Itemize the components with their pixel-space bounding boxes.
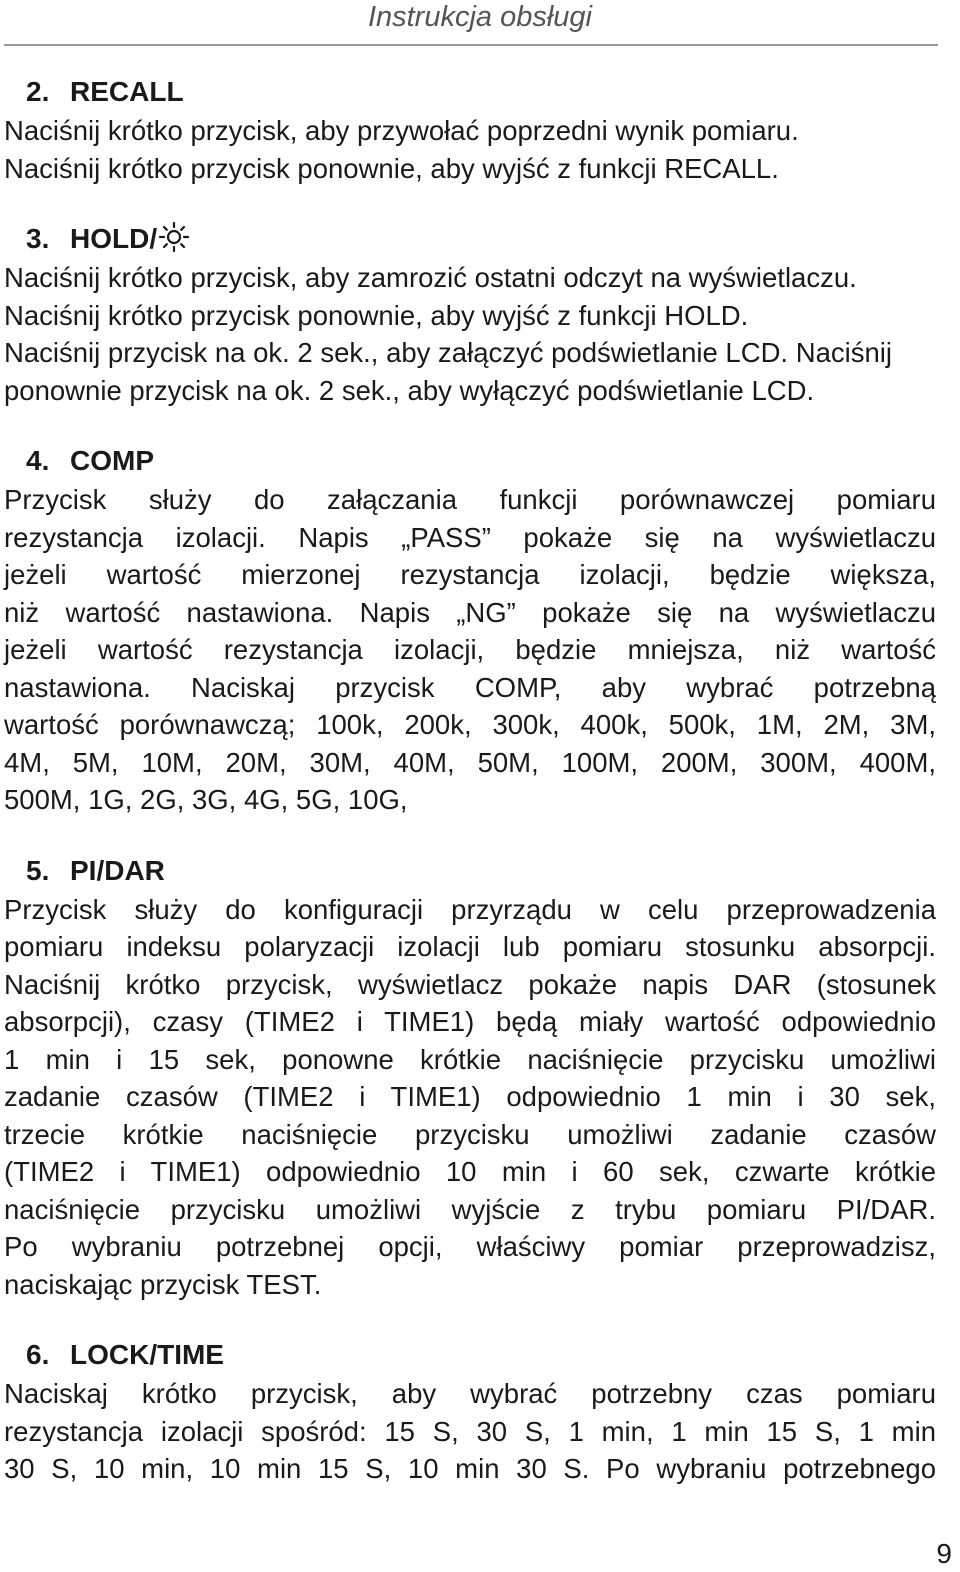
paragraph-line: absorpcji), czasy (TIME2 i TIME1) będą miały wartość odpowiednio: [4, 1006, 936, 1037]
page-header-title: Instrukcja obsługi: [367, 1, 592, 33]
paragraph-line: jeżeli wartość rezystancja izolacji, będzie mniejsza, niż wartość: [4, 634, 936, 665]
paragraph-line: Przycisk służy do konfiguracji przyrządu w celu przeprowadzenia: [4, 893, 936, 925]
section-number: 2.: [26, 76, 50, 107]
section-pi-dar: [4, 853, 936, 1304]
section-paragraph: [4, 259, 936, 409]
paragraph-line: pomiaru indeksu polaryzacji izolacji lub pomiaru stosunku absorpcji.: [4, 931, 936, 962]
paragraph-line: jeżeli wartość mierzonej rezystancja izolacji, będzie większa,: [4, 559, 936, 590]
paragraph-line: 1 min i 15 sek, ponowne krótkie naciśnięcie przycisku umożliwi: [4, 1043, 936, 1075]
page-number: 9: [936, 1538, 952, 1569]
section-heading: [4, 443, 936, 479]
section-title: RECALL: [70, 76, 184, 107]
section-paragraph: [4, 481, 936, 819]
paragraph-line: nastawiona. Naciskaj przycisk COMP, aby wybrać potrzebną: [4, 671, 936, 703]
paragraph-line: wartość porównawczą; 100k, 200k, 300k, 400k, 500k, 1M, 2M, 3M,: [4, 709, 936, 740]
section-title: HOLD/: [70, 223, 158, 254]
paragraph-line: naciśnięcie przycisku umożliwi wyjście z trybu pomiaru PI/DAR.: [4, 1193, 936, 1225]
header-divider: [4, 44, 938, 46]
backlight-sun-icon: [159, 222, 189, 261]
paragraph-line: 30 S, 10 min, 10 min 15 S, 10 min 30 S. Po wybraniu potrzebnego: [4, 1453, 936, 1484]
paragraph-line: Naciśnij krótko przycisk, aby przywołać poprzedni wynik pomiaru.: [4, 115, 799, 146]
paragraph-line: Naciskaj krótko przycisk, aby wybrać potrzebny czas pomiaru: [4, 1378, 936, 1409]
section-heading: [4, 74, 936, 110]
paragraph-line: trzecie krótkie naciśnięcie przycisku umożliwi zadanie czasów: [4, 1118, 936, 1150]
paragraph-line: rezystancja izolacji spośród: 15 S, 30 S, 1 min, 1 min 15 S, 1 min: [4, 1415, 936, 1447]
section-comp: [4, 443, 936, 819]
section-hold: [4, 221, 936, 409]
section-paragraph: [4, 891, 936, 1304]
section-title: LOCK/TIME: [70, 1339, 224, 1370]
section-number: 6.: [26, 1339, 50, 1370]
section-number: 4.: [26, 445, 50, 476]
paragraph-line: Po wybraniu potrzebnej opcji, właściwy pomiar przeprowadzisz,: [4, 1231, 936, 1262]
paragraph-line: naciskając przycisk TEST.: [4, 1268, 322, 1300]
paragraph-line: Przycisk służy do załączania funkcji porównawczej pomiaru: [4, 484, 936, 515]
section-title: COMP: [70, 445, 154, 476]
paragraph-line: 500M, 1G, 2G, 3G, 4G, 5G, 10G,: [4, 784, 408, 815]
section-paragraph: [4, 112, 936, 187]
paragraph-line: ponownie przycisk na ok. 2 sek., aby wyłączyć podświetlanie LCD.: [4, 374, 815, 406]
section-number: 5.: [26, 854, 50, 886]
section-paragraph: [4, 1375, 936, 1488]
paragraph-line: niż wartość nastawiona. Napis „NG” pokaże się na wyświetlaczu: [4, 596, 936, 628]
paragraph-line: Naciśnij krótko przycisk ponownie, aby wyjść z funkcji RECALL.: [4, 152, 779, 184]
section-title: PI/DAR: [70, 854, 165, 886]
section-heading: [4, 853, 936, 889]
paragraph-line: Naciśnij przycisk na ok. 2 sek., aby załączyć podświetlanie LCD. Naciśnij: [4, 337, 892, 368]
paragraph-line: Naciśnij krótko przycisk, aby zamrozić ostatni odczyt na wyświetlaczu.: [4, 262, 857, 293]
section-lock-time: [4, 1337, 936, 1488]
paragraph-line: (TIME2 i TIME1) odpowiednio 10 min i 60 sek, czwarte krótkie: [4, 1156, 936, 1187]
section-heading: [4, 1337, 936, 1373]
section-heading: [4, 221, 936, 257]
paragraph-line: Naciśnij krótko przycisk ponownie, aby wyjść z funkcji HOLD.: [4, 299, 749, 331]
paragraph-line: Naciśnij krótko przycisk, wyświetlacz pokaże napis DAR (stosunek: [4, 968, 936, 1000]
document-body: [4, 74, 936, 1522]
paragraph-line: rezystancja izolacji. Napis „PASS” pokaże się na wyświetlaczu: [4, 521, 936, 553]
section-recall: [4, 74, 936, 187]
paragraph-line: zadanie czasów (TIME2 i TIME1) odpowiednio 1 min i 30 sek,: [4, 1081, 936, 1112]
section-number: 3.: [26, 223, 50, 254]
paragraph-line: 4M, 5M, 10M, 20M, 30M, 40M, 50M, 100M, 200M, 300M, 400M,: [4, 746, 936, 778]
